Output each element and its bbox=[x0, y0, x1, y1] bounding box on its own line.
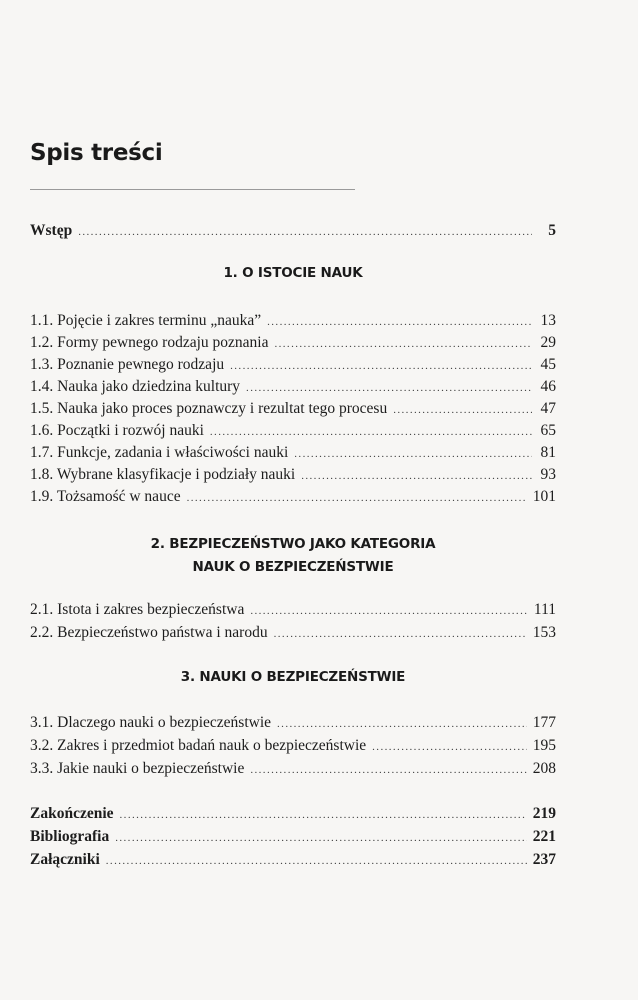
toc-entry[interactable] bbox=[30, 354, 556, 376]
toc-entry-label: 1.3. Poznanie pewnego rodzaju bbox=[30, 356, 225, 373]
toc-entry-page: 29 bbox=[540, 334, 556, 351]
dot-leader bbox=[301, 465, 532, 487]
toc-entry-page: 195 bbox=[532, 737, 556, 754]
toc-entry-page: 111 bbox=[533, 601, 556, 618]
toc-entry-page: 101 bbox=[532, 488, 556, 505]
toc-entry-label: Zakończenie bbox=[30, 805, 114, 822]
toc-entry-label: 2.2. Bezpieczeństwo państwa i narodu bbox=[30, 624, 268, 641]
toc-entry-page: 81 bbox=[540, 444, 556, 461]
toc-entry-label: 1.8. Wybrane klasyfikacje i podziały nauki bbox=[30, 466, 296, 483]
dot-leader bbox=[267, 311, 532, 333]
toc-entry-label: 2.1. Istota i zakres bezpieczeństwa bbox=[30, 601, 245, 618]
chapter-2-heading-line-1: 2. BEZPIECZEŃSTWO JAKO KATEGORIA bbox=[150, 536, 436, 552]
dot-leader bbox=[274, 333, 532, 355]
dot-leader bbox=[250, 759, 526, 781]
chapter-2-heading-line-2: NAUK O BEZPIECZEŃSTWIE bbox=[192, 559, 394, 575]
chapter-1-heading: 1. O ISTOCIE NAUK bbox=[223, 265, 363, 281]
toc-entry-page: 177 bbox=[532, 714, 556, 731]
toc-entry-label: Załączniki bbox=[30, 851, 100, 868]
toc-entry[interactable] bbox=[30, 310, 556, 332]
toc-entry-label: 1.4. Nauka jako dziedzina kultury bbox=[30, 378, 241, 395]
toc-entry-label: 3.1. Dlaczego nauki o bezpieczeństwie bbox=[30, 714, 272, 731]
toc-entry[interactable] bbox=[30, 332, 556, 354]
toc-entry-bibliography[interactable] bbox=[30, 826, 556, 848]
toc-entry-label: 3.3. Jakie nauki o bezpieczeństwie bbox=[30, 760, 245, 777]
toc-entry-appendices[interactable] bbox=[30, 849, 556, 871]
toc-entry-label: 1.1. Pojęcie i zakres terminu „nauka” bbox=[30, 312, 262, 329]
toc-entry-label: Bibliografia bbox=[30, 828, 110, 845]
toc-entry[interactable] bbox=[30, 622, 556, 644]
chapter-3-heading: 3. NAUKI O BEZPIECZEŃSTWIE bbox=[180, 669, 406, 685]
toc-entry[interactable] bbox=[30, 758, 556, 780]
dot-leader bbox=[210, 421, 532, 443]
toc-entry-page: 46 bbox=[540, 378, 556, 395]
toc-entry-conclusion[interactable] bbox=[30, 803, 556, 825]
toc-entry-label: 1.6. Początki i rozwój nauki bbox=[30, 422, 204, 439]
toc-entry[interactable] bbox=[30, 442, 556, 464]
toc-entry[interactable] bbox=[30, 420, 556, 442]
title-divider bbox=[30, 189, 355, 190]
toc-entry-label: 3.2. Zakres i przedmiot badań nauk o bezpieczeństwie bbox=[30, 737, 367, 754]
dot-leader bbox=[230, 355, 532, 377]
toc-entry-intro[interactable] bbox=[30, 220, 556, 242]
toc-entry-label: 1.5. Nauka jako proces poznawczy i rezultat tego procesu bbox=[30, 400, 388, 417]
dot-leader bbox=[106, 850, 527, 872]
dot-leader bbox=[78, 221, 532, 243]
page-title: Spis treści bbox=[30, 140, 163, 166]
toc-entry-page: 153 bbox=[532, 624, 556, 641]
toc-entry[interactable] bbox=[30, 599, 556, 621]
toc-entry[interactable] bbox=[30, 712, 556, 734]
toc-entry-page: 65 bbox=[540, 422, 556, 439]
dot-leader bbox=[250, 600, 528, 622]
toc-entry[interactable] bbox=[30, 464, 556, 486]
toc-entry-page: 5 bbox=[548, 222, 556, 239]
toc-entry-page: 221 bbox=[532, 828, 556, 845]
toc-entry-page: 45 bbox=[540, 356, 556, 373]
toc-entry-page: 93 bbox=[540, 466, 556, 483]
toc-entry-page: 219 bbox=[532, 805, 556, 822]
toc-entry-label: 1.2. Formy pewnego rodzaju poznania bbox=[30, 334, 269, 351]
toc-entry-label: 1.7. Funkcje, zadania i właściwości nauki bbox=[30, 444, 289, 461]
toc-entry-page: 13 bbox=[540, 312, 556, 329]
toc-entry-page: 208 bbox=[532, 760, 556, 777]
dot-leader bbox=[115, 827, 527, 849]
dot-leader bbox=[120, 804, 527, 826]
toc-entry-label: 1.9. Tożsamość w nauce bbox=[30, 488, 181, 505]
toc-entry-page: 47 bbox=[540, 400, 556, 417]
dot-leader bbox=[187, 487, 527, 509]
toc-entry-page: 237 bbox=[532, 851, 556, 868]
dot-leader bbox=[294, 443, 532, 465]
toc-entry[interactable] bbox=[30, 376, 556, 398]
toc-entry-label: Wstęp bbox=[30, 222, 73, 239]
toc-entry[interactable] bbox=[30, 398, 556, 420]
toc-entry[interactable] bbox=[30, 486, 556, 508]
dot-leader bbox=[274, 623, 527, 645]
toc-entry[interactable] bbox=[30, 735, 556, 757]
dot-leader bbox=[372, 736, 527, 758]
dot-leader bbox=[393, 399, 532, 421]
dot-leader bbox=[277, 713, 527, 735]
dot-leader bbox=[246, 377, 532, 399]
